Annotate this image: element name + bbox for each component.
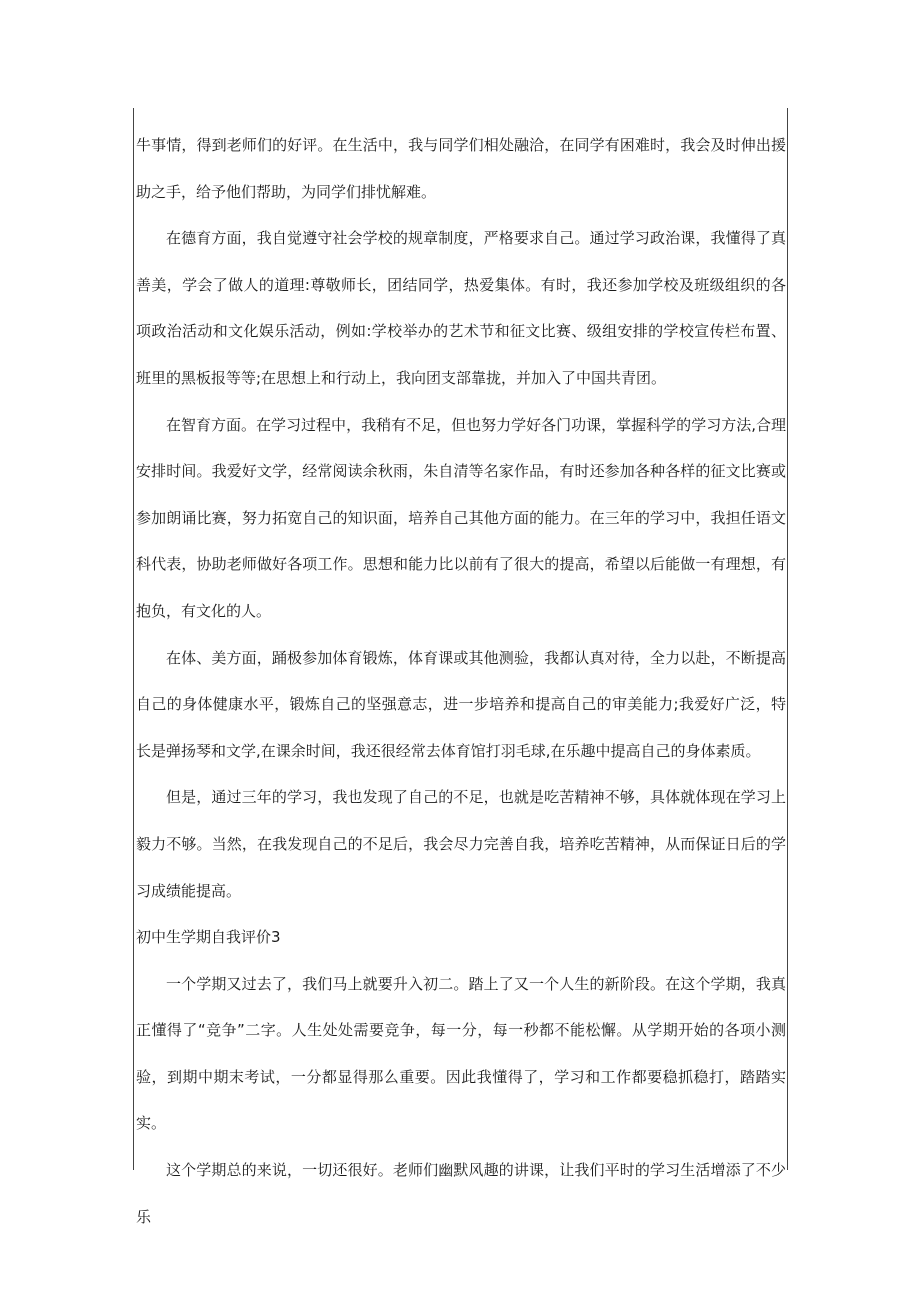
paragraph-shortcomings: 但是，通过三年的学习，我也发现了自己的不足，也就是吃苦精神不够，具体就体现在学习上毅力不够。当然，在我发现自己的不足后，我会尽力完善自我，培养吃苦精神，从而保证日后的学习成绩能提高。 bbox=[136, 788, 786, 900]
paragraph-semester-summary: 这个学期总的来说，一切还很好。老师们幽默风趣的讲课，让我们平时的学习生活增添了不少乐 bbox=[136, 1161, 786, 1226]
page-border-left bbox=[133, 108, 134, 1170]
paragraph-physical-aesthetic: 在体、美方面，踊极参加体育锻炼，体育课或其他测验，我都认真对待，全力以赴，不断提高自己的身体健康水平，锻炼自己的坚强意志，进一步培养和提高自己的审美能力;我爱好广泛，特长是弹扬琴和文学,在课余时间，我还很经常去体育馆打羽毛球,在乐趣中提高自己的身体素质。 bbox=[136, 648, 786, 760]
paragraph-moral-education: 在德育方面，我自觉遵守社会学校的规章制度，严格要求自己。通过学习政治课，我懂得了真善美，学会了做人的道理:尊敬师长，团结同学，热爱集体。有时，我还参加学校及班级组织的各项政治活动和文化娱乐活动，例如:学校举办的艺术节和征文比赛、级组安排的学校宣传栏布置、班里的黑板报等等;在思想上和行动上，我向团支部靠拢，并加入了中国共青团。 bbox=[136, 229, 786, 387]
document-body bbox=[136, 122, 786, 1240]
paragraph-1: 牛事情，得到老师们的好评。在生活中，我与同学们相处融洽，在同学有困难时，我会及时伸出援助之手，给予他们帮助，为同学们排忧解难。 bbox=[136, 136, 786, 201]
paragraph-competition: 一个学期又过去了，我们马上就要升入初二。踏上了又一个人生的新阶段。在这个学期，我真正懂得了“竞争”二字。人生处处需要竞争，每一分，每一秒都不能松懈。从学期开始的各项小测验，到期中期末考试，一分都显得那么重要。因此我懂得了，学习和工作都要稳抓稳打，踏踏实实。 bbox=[136, 974, 786, 1133]
section-heading: 初中生学期自我评价3 bbox=[136, 928, 281, 947]
page-border-right bbox=[787, 108, 788, 1170]
paragraph-intellectual-education: 在智育方面。在学习过程中，我稍有不足，但也努力学好各门功课，掌握科学的学习方法,合理安排时间。我爱好文学，经常阅读余秋雨，朱自清等名家作品，有时还参加各种各样的征文比赛或参加朗诵比赛，努力拓宽自己的知识面，培养自己其他方面的能力。在三年的学习中，我担任语文科代表，协助老师做好各项工作。思想和能力比以前有了很大的提高，希望以后能做一有理想，有抱负，有文化的人。 bbox=[136, 415, 786, 620]
